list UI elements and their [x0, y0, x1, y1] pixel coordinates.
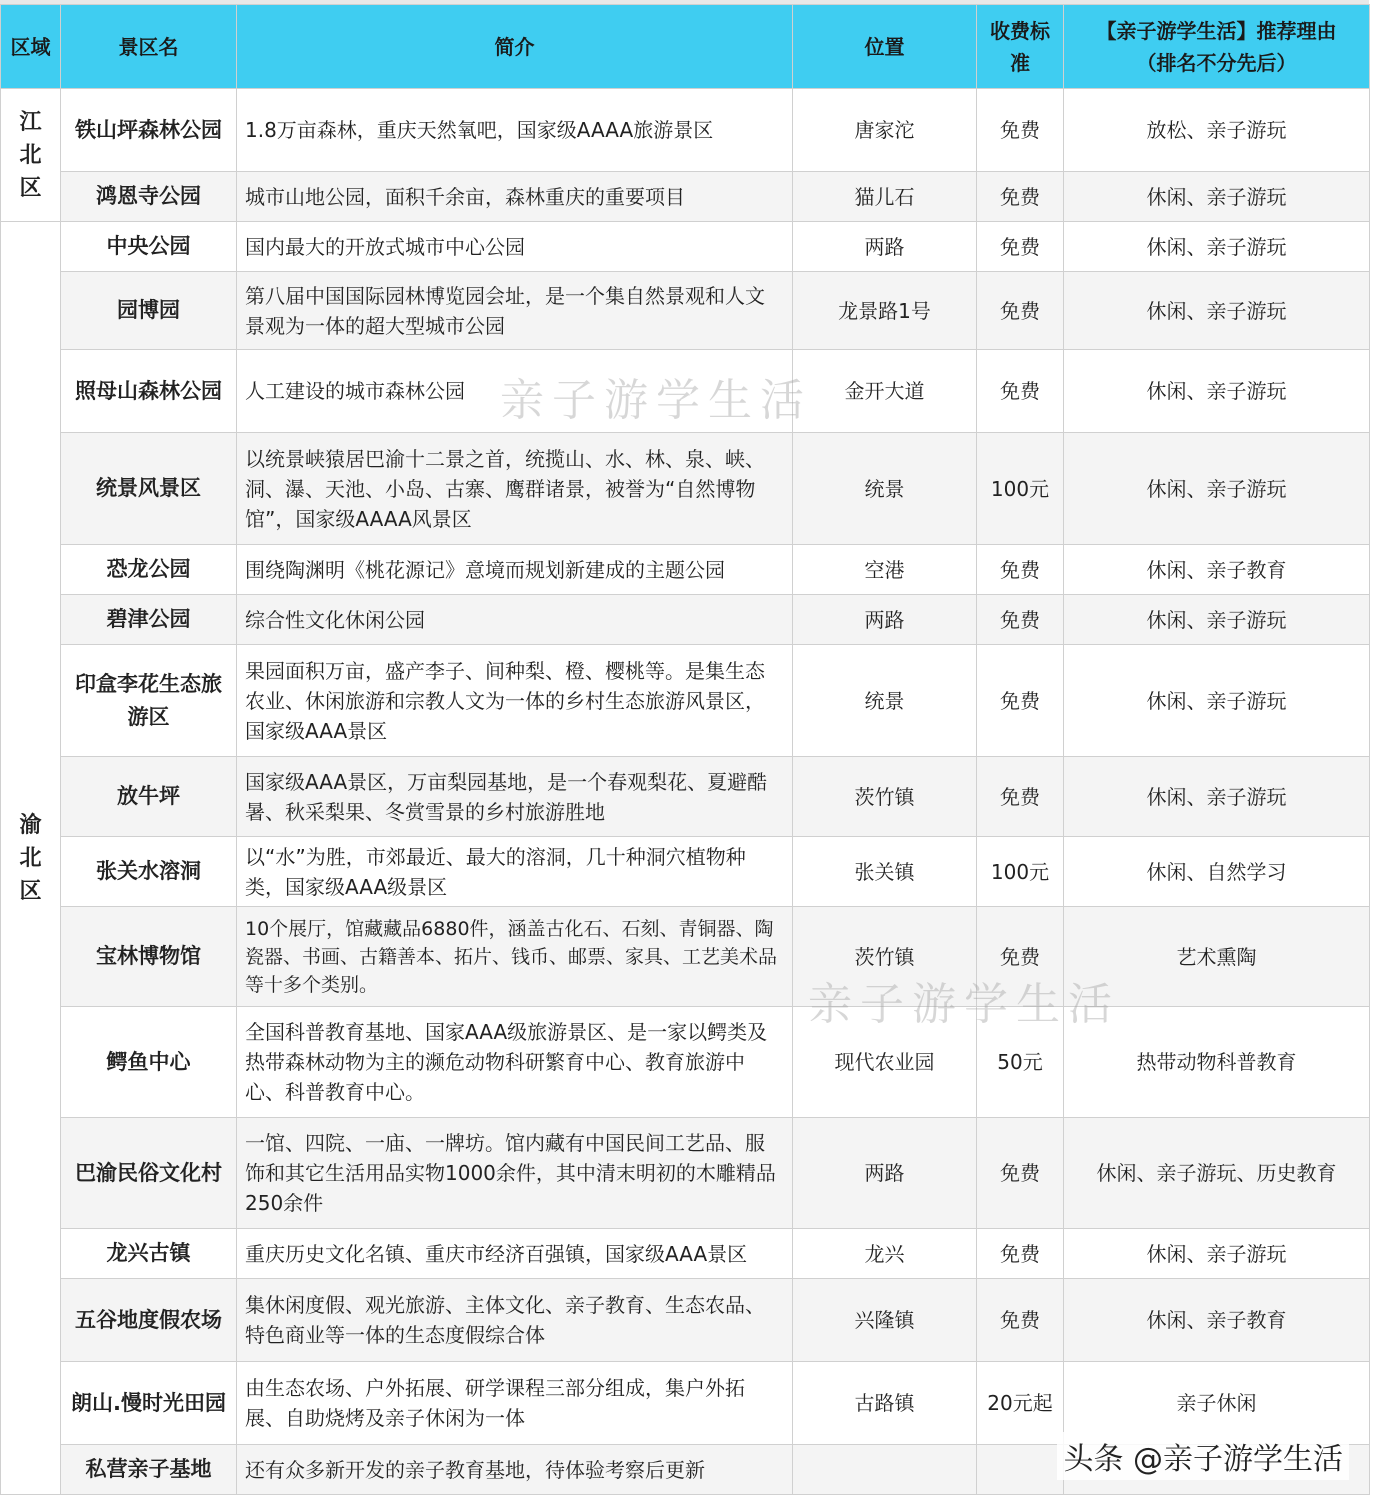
header-location: 位置	[793, 5, 977, 89]
attraction-fee: 免费	[977, 645, 1064, 757]
attraction-fee: 免费	[977, 89, 1064, 172]
attraction-fee: 免费	[977, 272, 1064, 350]
attraction-fee: 免费	[977, 222, 1064, 272]
attraction-name: 朗山.慢时光田园	[61, 1362, 237, 1445]
attraction-intro: 集休闲度假、观光旅游、主体文化、亲子教育、生态农品、特色商业等一体的生态度假综合体	[237, 1279, 793, 1362]
attraction-fee: 免费	[977, 545, 1064, 595]
attraction-location: 统景	[793, 433, 977, 545]
attraction-fee: 免费	[977, 757, 1064, 837]
attraction-reason: 休闲、亲子游玩	[1064, 172, 1370, 222]
attraction-fee: 50元	[977, 1007, 1064, 1118]
table-row	[1, 1229, 1370, 1279]
attraction-name: 鸿恩寺公园	[61, 172, 237, 222]
attraction-name: 宝林博物馆	[61, 907, 237, 1007]
attraction-reason: 休闲、亲子游玩	[1064, 645, 1370, 757]
attraction-fee: 免费	[977, 907, 1064, 1007]
attraction-name: 龙兴古镇	[61, 1229, 237, 1279]
attraction-location: 两路	[793, 595, 977, 645]
table-row	[1, 645, 1370, 757]
attraction-location: 茨竹镇	[793, 907, 977, 1007]
attraction-reason: 休闲、亲子游玩	[1064, 757, 1370, 837]
attraction-intro: 重庆历史文化名镇、重庆市经济百强镇，国家级AAA景区	[237, 1229, 793, 1279]
table-row	[1, 907, 1370, 1007]
header-intro: 简介	[237, 5, 793, 89]
attraction-fee: 免费	[977, 350, 1064, 433]
table-row	[1, 433, 1370, 545]
attraction-reason: 艺术熏陶	[1064, 907, 1370, 1007]
attraction-location	[793, 1445, 977, 1495]
table-row	[1, 545, 1370, 595]
attraction-reason: 亲子休闲	[1064, 1362, 1370, 1445]
attraction-reason: 休闲、亲子游玩	[1064, 272, 1370, 350]
attraction-name: 中央公园	[61, 222, 237, 272]
attraction-intro: 围绕陶渊明《桃花源记》意境而规划新建成的主题公园	[237, 545, 793, 595]
attraction-location: 金开大道	[793, 350, 977, 433]
attraction-name: 碧津公园	[61, 595, 237, 645]
attractions-table	[0, 4, 1370, 1495]
attraction-fee: 100元	[977, 837, 1064, 907]
attraction-intro: 综合性文化休闲公园	[237, 595, 793, 645]
attraction-name: 印盒李花生态旅游区	[61, 645, 237, 757]
attraction-fee: 免费	[977, 172, 1064, 222]
attraction-fee: 20元起	[977, 1362, 1064, 1445]
attraction-intro: 由生态农场、户外拓展、研学课程三部分组成，集户外拓展、自助烧烤及亲子休闲为一体	[237, 1362, 793, 1445]
attraction-reason: 休闲、亲子游玩	[1064, 433, 1370, 545]
attraction-intro: 以统景峡猿居巴渝十二景之首，统揽山、水、林、泉、峡、洞、瀑、天池、小岛、古寨、鹰群诸景，被誉为“自然博物馆”，国家级AAAA风景区	[237, 433, 793, 545]
attraction-reason: 休闲、亲子游玩	[1064, 350, 1370, 433]
attraction-intro: 以“水”为胜，市郊最近、最大的溶洞，几十种洞穴植物种类，国家级AAA级景区	[237, 837, 793, 907]
attraction-fee: 免费	[977, 1118, 1064, 1229]
attraction-fee: 免费	[977, 1279, 1064, 1362]
attraction-location: 茨竹镇	[793, 757, 977, 837]
table-row	[1, 350, 1370, 433]
attraction-name: 铁山坪森林公园	[61, 89, 237, 172]
attraction-reason: 休闲、自然学习	[1064, 837, 1370, 907]
table-row	[1, 837, 1370, 907]
table-row	[1, 1118, 1370, 1229]
watermark: 亲子游学生活	[808, 979, 1120, 1030]
attraction-location: 两路	[793, 1118, 977, 1229]
attraction-intro: 一馆、四院、一庙、一牌坊。馆内藏有中国民间工艺品、服饰和其它生活用品实物1000余件，其中清末明初的木雕精品250余件	[237, 1118, 793, 1229]
attraction-reason: 休闲、亲子游玩、历史教育	[1064, 1118, 1370, 1229]
attraction-reason: 休闲、亲子游玩	[1064, 222, 1370, 272]
header-reason-line1: 【亲子游学生活】推荐理由	[1096, 18, 1337, 43]
attraction-location: 两路	[793, 222, 977, 272]
attraction-name: 园博园	[61, 272, 237, 350]
header-region: 区域	[1, 5, 61, 89]
watermark: 亲子游学生活	[500, 375, 812, 426]
credit-label: 头条 @亲子游学生活	[1057, 1432, 1349, 1480]
attraction-reason: 热带动物科普教育	[1064, 1007, 1370, 1118]
header-fee: 收费标准	[977, 5, 1064, 89]
attraction-location: 现代农业园	[793, 1007, 977, 1118]
table-row	[1, 757, 1370, 837]
attraction-location: 兴隆镇	[793, 1279, 977, 1362]
table-row	[1, 172, 1370, 222]
attraction-location: 张关镇	[793, 837, 977, 907]
attraction-name: 私营亲子基地	[61, 1445, 237, 1495]
attraction-name: 放牛坪	[61, 757, 237, 837]
attraction-location: 龙景路1号	[793, 272, 977, 350]
attraction-intro: 国家级AAA景区，万亩梨园基地，是一个春观梨花、夏避酷暑、秋采梨果、冬赏雪景的乡村旅游胜地	[237, 757, 793, 837]
attraction-fee	[977, 1445, 1064, 1495]
attraction-intro: 1.8万亩森林，重庆天然氧吧，国家级AAAA旅游景区	[237, 89, 793, 172]
table-row	[1, 272, 1370, 350]
attraction-name: 五谷地度假农场	[61, 1279, 237, 1362]
attraction-location: 古路镇	[793, 1362, 977, 1445]
attraction-location: 唐家沱	[793, 89, 977, 172]
attraction-intro: 还有众多新开发的亲子教育基地，待体验考察后更新	[237, 1445, 793, 1495]
attraction-reason: 休闲、亲子教育	[1064, 1279, 1370, 1362]
attraction-intro: 果园面积万亩，盛产李子、间种梨、橙、樱桃等。是集生态农业、休闲旅游和宗教人文为一体的乡村生态旅游风景区，国家级AAA景区	[237, 645, 793, 757]
header-reason-line2: （排名不分先后）	[1136, 50, 1297, 75]
attraction-intro: 国内最大的开放式城市中心公园	[237, 222, 793, 272]
header-name: 景区名	[61, 5, 237, 89]
region-label: 江北区	[19, 109, 42, 201]
attraction-location: 猫儿石	[793, 172, 977, 222]
attraction-name: 鳄鱼中心	[61, 1007, 237, 1118]
attraction-intro: 第八届中国国际园林博览园会址，是一个集自然景观和人文景观为一体的超大型城市公园	[237, 272, 793, 350]
attraction-fee: 免费	[977, 1229, 1064, 1279]
attraction-reason: 放松、亲子游玩	[1064, 89, 1370, 172]
attraction-name: 照母山森林公园	[61, 350, 237, 433]
attraction-reason: 休闲、亲子游玩	[1064, 1229, 1370, 1279]
attraction-name: 张关水溶洞	[61, 837, 237, 907]
attraction-intro: 10个展厅，馆藏藏品6880件，涵盖古化石、石刻、青铜器、陶瓷器、书画、古籍善本、拓片、钱币、邮票、家具、工艺美术品等十多个类别。	[237, 907, 793, 1007]
table-body	[1, 89, 1370, 1495]
attraction-name: 统景风景区	[61, 433, 237, 545]
attraction-intro: 全国科普教育基地、国家AAA级旅游景区、是一家以鳄类及热带森林动物为主的濒危动物科研繁育中心、教育旅游中心、科普教育中心。	[237, 1007, 793, 1118]
attraction-name: 恐龙公园	[61, 545, 237, 595]
table-row	[1, 595, 1370, 645]
attraction-location: 空港	[793, 545, 977, 595]
table-row	[1, 1279, 1370, 1362]
attraction-fee: 免费	[977, 595, 1064, 645]
attraction-fee: 100元	[977, 433, 1064, 545]
header-reason	[1064, 5, 1370, 89]
table-row	[1, 89, 1370, 172]
attraction-reason: 休闲、亲子游玩	[1064, 595, 1370, 645]
attraction-location: 统景	[793, 645, 977, 757]
attraction-intro: 人工建设的城市森林公园	[237, 350, 793, 433]
table-row	[1, 1007, 1370, 1118]
region-cell	[1, 222, 61, 1495]
attraction-name: 巴渝民俗文化村	[61, 1118, 237, 1229]
attraction-location: 龙兴	[793, 1229, 977, 1279]
table-header-row	[1, 5, 1370, 89]
region-cell	[1, 89, 61, 222]
attraction-reason: 休闲、亲子教育	[1064, 545, 1370, 595]
attraction-intro: 城市山地公园，面积千余亩，森林重庆的重要项目	[237, 172, 793, 222]
table-row	[1, 222, 1370, 272]
region-label: 渝北区	[19, 812, 42, 904]
